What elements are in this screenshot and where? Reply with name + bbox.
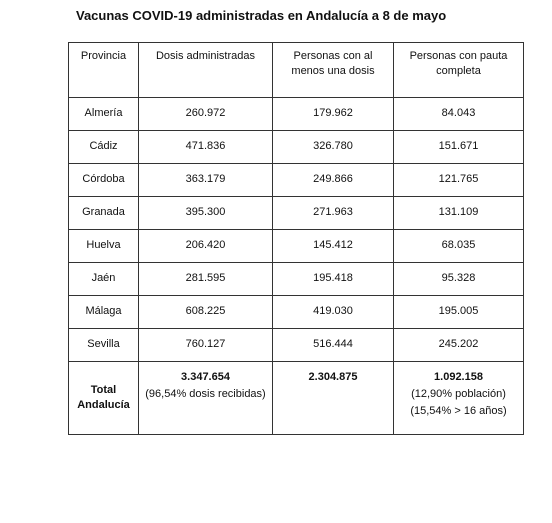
total-label <box>69 362 139 435</box>
total-una-dosis-value: 2.304.875 <box>308 371 358 383</box>
cell-pauta-completa: 195.005 <box>394 296 524 329</box>
table-row <box>69 329 524 362</box>
total-label-line-2: Andalucía <box>77 399 130 411</box>
cell-dosis: 760.127 <box>139 329 273 362</box>
cell-dosis: 395.300 <box>139 197 273 230</box>
cell-una-dosis: 145.412 <box>273 230 394 263</box>
total-completa-note-mayores: (15,54% > 16 años) <box>410 405 507 417</box>
total-completa-note-poblacion: (12,90% población) <box>411 388 506 400</box>
page-title: Vacunas COVID-19 administradas en Andalucía a 8 de mayo <box>76 8 447 23</box>
cell-provincia: Huelva <box>69 230 139 263</box>
cell-dosis: 281.595 <box>139 263 273 296</box>
cell-dosis: 363.179 <box>139 164 273 197</box>
total-una-dosis-cell <box>273 362 394 435</box>
cell-provincia: Jaén <box>69 263 139 296</box>
total-label-line-1: Total <box>90 384 117 396</box>
table-row <box>69 230 524 263</box>
table-row <box>69 296 524 329</box>
cell-provincia: Granada <box>69 197 139 230</box>
cell-pauta-completa: 121.765 <box>394 164 524 197</box>
header-pauta-completa: Personas con pauta completa <box>394 43 524 98</box>
table-row <box>69 197 524 230</box>
header-una-dosis: Personas con al menos una dosis <box>273 43 394 98</box>
table-row <box>69 98 524 131</box>
cell-una-dosis: 516.444 <box>273 329 394 362</box>
cell-pauta-completa: 131.109 <box>394 197 524 230</box>
cell-provincia: Málaga <box>69 296 139 329</box>
table-header-row <box>69 43 524 98</box>
cell-pauta-completa: 95.328 <box>394 263 524 296</box>
cell-pauta-completa: 245.202 <box>394 329 524 362</box>
cell-dosis: 608.225 <box>139 296 273 329</box>
cell-una-dosis: 326.780 <box>273 131 394 164</box>
table-row <box>69 263 524 296</box>
table-row <box>69 131 524 164</box>
header-dosis: Dosis administradas <box>139 43 273 98</box>
cell-una-dosis: 195.418 <box>273 263 394 296</box>
cell-pauta-completa: 84.043 <box>394 98 524 131</box>
total-completa-cell <box>394 362 524 435</box>
cell-pauta-completa: 68.035 <box>394 230 524 263</box>
table-row <box>69 164 524 197</box>
total-dosis-cell <box>139 362 273 435</box>
cell-dosis: 206.420 <box>139 230 273 263</box>
cell-una-dosis: 419.030 <box>273 296 394 329</box>
total-completa-value: 1.092.158 <box>434 371 483 383</box>
cell-provincia: Córdoba <box>69 164 139 197</box>
total-dosis-value: 3.347.654 <box>181 371 230 383</box>
cell-dosis: 260.972 <box>139 98 273 131</box>
cell-pauta-completa: 151.671 <box>394 131 524 164</box>
total-dosis-note: (96,54% dosis recibidas) <box>145 388 266 400</box>
cell-dosis: 471.836 <box>139 131 273 164</box>
cell-provincia: Almería <box>69 98 139 131</box>
table-total-row <box>69 362 524 435</box>
cell-una-dosis: 249.866 <box>273 164 394 197</box>
cell-una-dosis: 179.962 <box>273 98 394 131</box>
cell-provincia: Sevilla <box>69 329 139 362</box>
cell-provincia: Cádiz <box>69 131 139 164</box>
cell-una-dosis: 271.963 <box>273 197 394 230</box>
vaccination-table <box>68 42 524 435</box>
header-provincia: Provincia <box>69 43 139 98</box>
